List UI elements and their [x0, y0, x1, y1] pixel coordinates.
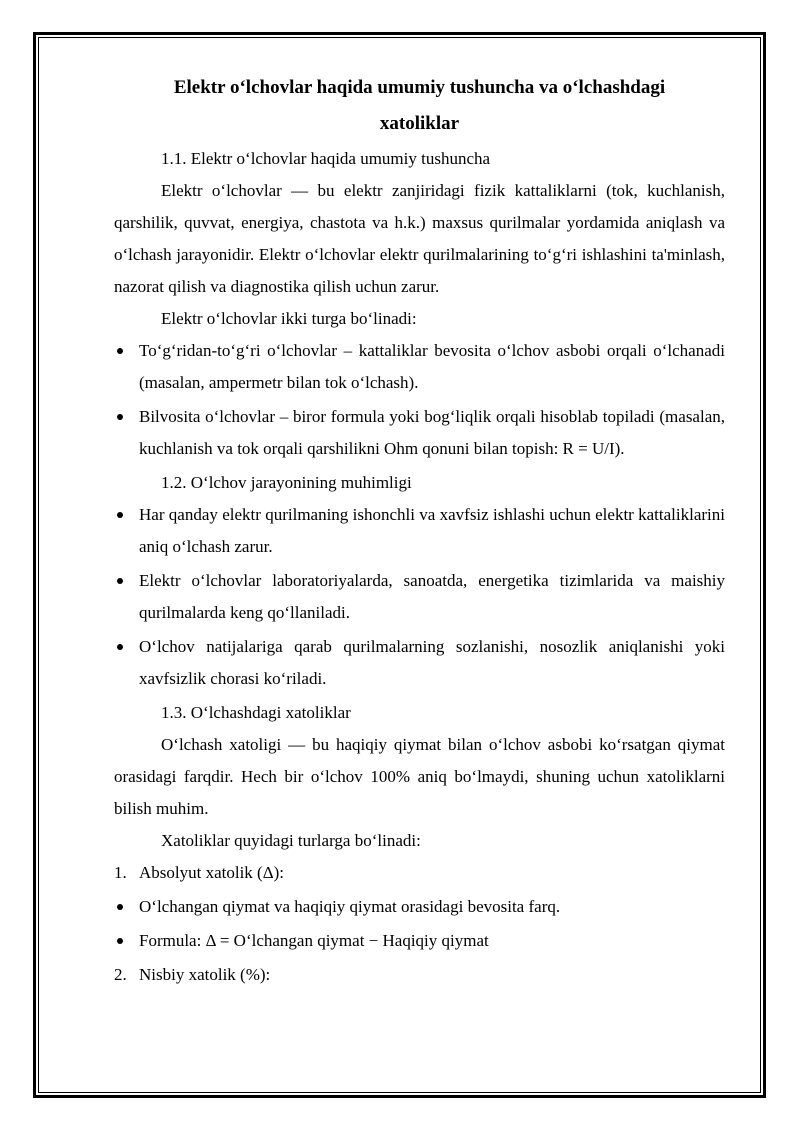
section-3-types-intro: Xatoliklar quyidagi turlarga bo‘linadi:	[161, 831, 421, 850]
title-line-1: Elektr o‘lchovlar haqida umumiy tushuncha va o‘lchashdagi	[173, 77, 666, 98]
list-item	[114, 891, 725, 923]
item-number: 2.	[114, 965, 127, 984]
list-item-text: To‘g‘ridan-to‘g‘ri o‘lchovlar – kattaliklar bevosita o‘lchov asbobi orqali o‘lchanadi (masalan, ampermetr bilan tok o‘lchash).	[139, 341, 725, 392]
bullet-icon	[117, 904, 123, 910]
section-3-heading: 1.3. O‘lchashdagi xatoliklar	[161, 703, 351, 722]
list-item	[114, 335, 725, 399]
list-item	[114, 631, 725, 695]
section-2-bullet-list	[114, 499, 725, 695]
bullet-icon	[117, 414, 123, 420]
section-3-paragraph: O‘lchash xatoligi — bu haqiqiy qiymat bilan o‘lchov asbobi ko‘rsatgan qiymat orasidagi farqdir. Hech bir o‘lchov 100% aniq bo‘lmaydi, shuning uchun xatoliklarni bilish muhim.	[114, 735, 725, 818]
bullet-icon	[117, 348, 123, 354]
list-item	[114, 925, 725, 957]
bullet-icon	[117, 938, 123, 944]
bullet-icon	[117, 578, 123, 584]
list-item-text: Bilvosita o‘lchovlar – biror formula yoki bog‘liqlik orqali hisoblab topiladi (masalan, kuchlanish va tok orqali qarshilikni Ohm qonuni bilan topish: R = U/I).	[139, 407, 725, 458]
list-item-text: Elektr o‘lchovlar laboratoriyalarda, sanoatda, energetika tizimlarida va maishiy qurilmalarda keng qo‘llaniladi.	[139, 571, 725, 622]
list-item-text: O‘lchov natijalariga qarab qurilmalarning sozlanishi, nosozlik aniqlanishi yoki xavfsizlik chorasi ko‘riladi.	[139, 637, 725, 688]
document-title	[114, 70, 725, 142]
section-1-bullet-list	[114, 335, 725, 465]
list-item	[114, 401, 725, 465]
section-1-paragraph: Elektr o‘lchovlar — bu elektr zanjiridagi fizik kattaliklarni (tok, kuchlanish, qarshilik, quvvat, energiya, chastota va h.k.) maxsus qurilmalar yordamida aniqlash va o‘lchash jarayonidir. Elektr o‘lchovlar elektr qurilmalarining to‘g‘ri ishlashini ta'minlash, nazorat qilish va diagnostika qilish uchun zarur.	[114, 181, 725, 296]
bullet-icon	[117, 512, 123, 518]
numbered-item-text: Nisbiy xatolik (%):	[139, 965, 271, 984]
numbered-item-text: Absolyut xatolik (Δ):	[139, 863, 285, 882]
section-1-types-intro: Elektr o‘lchovlar ikki turga bo‘linadi:	[161, 309, 417, 328]
list-item	[114, 499, 725, 563]
section-3-sub-bullet-list	[114, 891, 725, 957]
section-3-numbered-list	[114, 857, 725, 889]
item-number: 1.	[114, 863, 127, 882]
numbered-item	[114, 959, 725, 991]
section-2-heading: 1.2. O‘lchov jarayonining muhimligi	[161, 473, 412, 492]
title-line-2: xatoliklar	[379, 113, 460, 134]
list-item	[114, 565, 725, 629]
bullet-icon	[117, 644, 123, 650]
numbered-item	[114, 857, 725, 889]
list-item-text: Formula: Δ = O‘lchangan qiymat − Haqiqiy qiymat	[139, 931, 489, 950]
section-1-heading: 1.1. Elektr o‘lchovlar haqida umumiy tushuncha	[161, 149, 491, 168]
list-item-text: O‘lchangan qiymat va haqiqiy qiymat orasidagi bevosita farq.	[139, 897, 561, 916]
section-3-numbered-list-cont	[114, 959, 725, 991]
list-item-text: Har qanday elektr qurilmaning ishonchli va xavfsiz ishlashi uchun elektr kattaliklarini aniq o‘lchash zarur.	[139, 505, 725, 556]
document-body	[114, 70, 725, 993]
